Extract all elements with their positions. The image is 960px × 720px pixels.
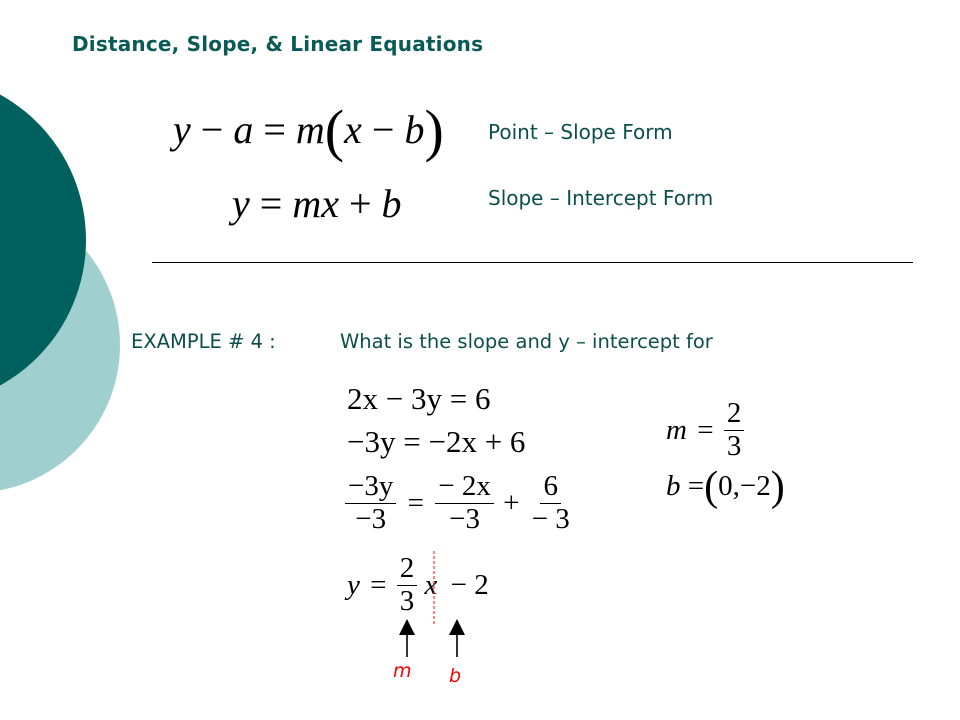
slope-result: m = $\frac{2}{3}$: [666, 398, 744, 463]
fraction-2: $\frac{- 2x}{-3}$: [435, 471, 494, 536]
point-slope-equation: y − a = m(x − b): [173, 97, 444, 163]
m-annotation: m: [393, 660, 412, 682]
example-question: What is the slope and y – intercept for: [340, 330, 713, 353]
decorative-circles: [0, 0, 200, 720]
slope-fraction: $\frac{2}{3}$: [397, 553, 418, 618]
step-4-equation: y = $\frac{2}{3}$ x − 2: [347, 552, 489, 617]
fraction-1: $\frac{-3y}{-3}$: [345, 471, 396, 536]
fraction-3: $\frac{6}{- 3}$: [531, 470, 570, 535]
divider: [152, 262, 913, 263]
page-title: Distance, Slope, & Linear Equations: [72, 32, 484, 56]
intercept-result: b =(0,−2): [666, 464, 785, 511]
step-2-equation: −3y = −2x + 6: [347, 424, 526, 459]
step-1-equation: 2x − 3y = 6: [347, 381, 491, 416]
example-label: EXAMPLE # 4 :: [131, 330, 276, 353]
step-3-equation: $\frac{-3y}{-3}$ = $\frac{- 2x}{-3}$ + $\frac{6}{- 3}$: [345, 471, 573, 536]
b-annotation: b: [449, 665, 462, 687]
point-slope-label: Point – Slope Form: [488, 120, 673, 144]
slope-intercept-label: Slope – Intercept Form: [488, 186, 714, 210]
slope-intercept-equation: y = mx + b: [232, 181, 402, 226]
annotation-arrows: [380, 545, 480, 665]
